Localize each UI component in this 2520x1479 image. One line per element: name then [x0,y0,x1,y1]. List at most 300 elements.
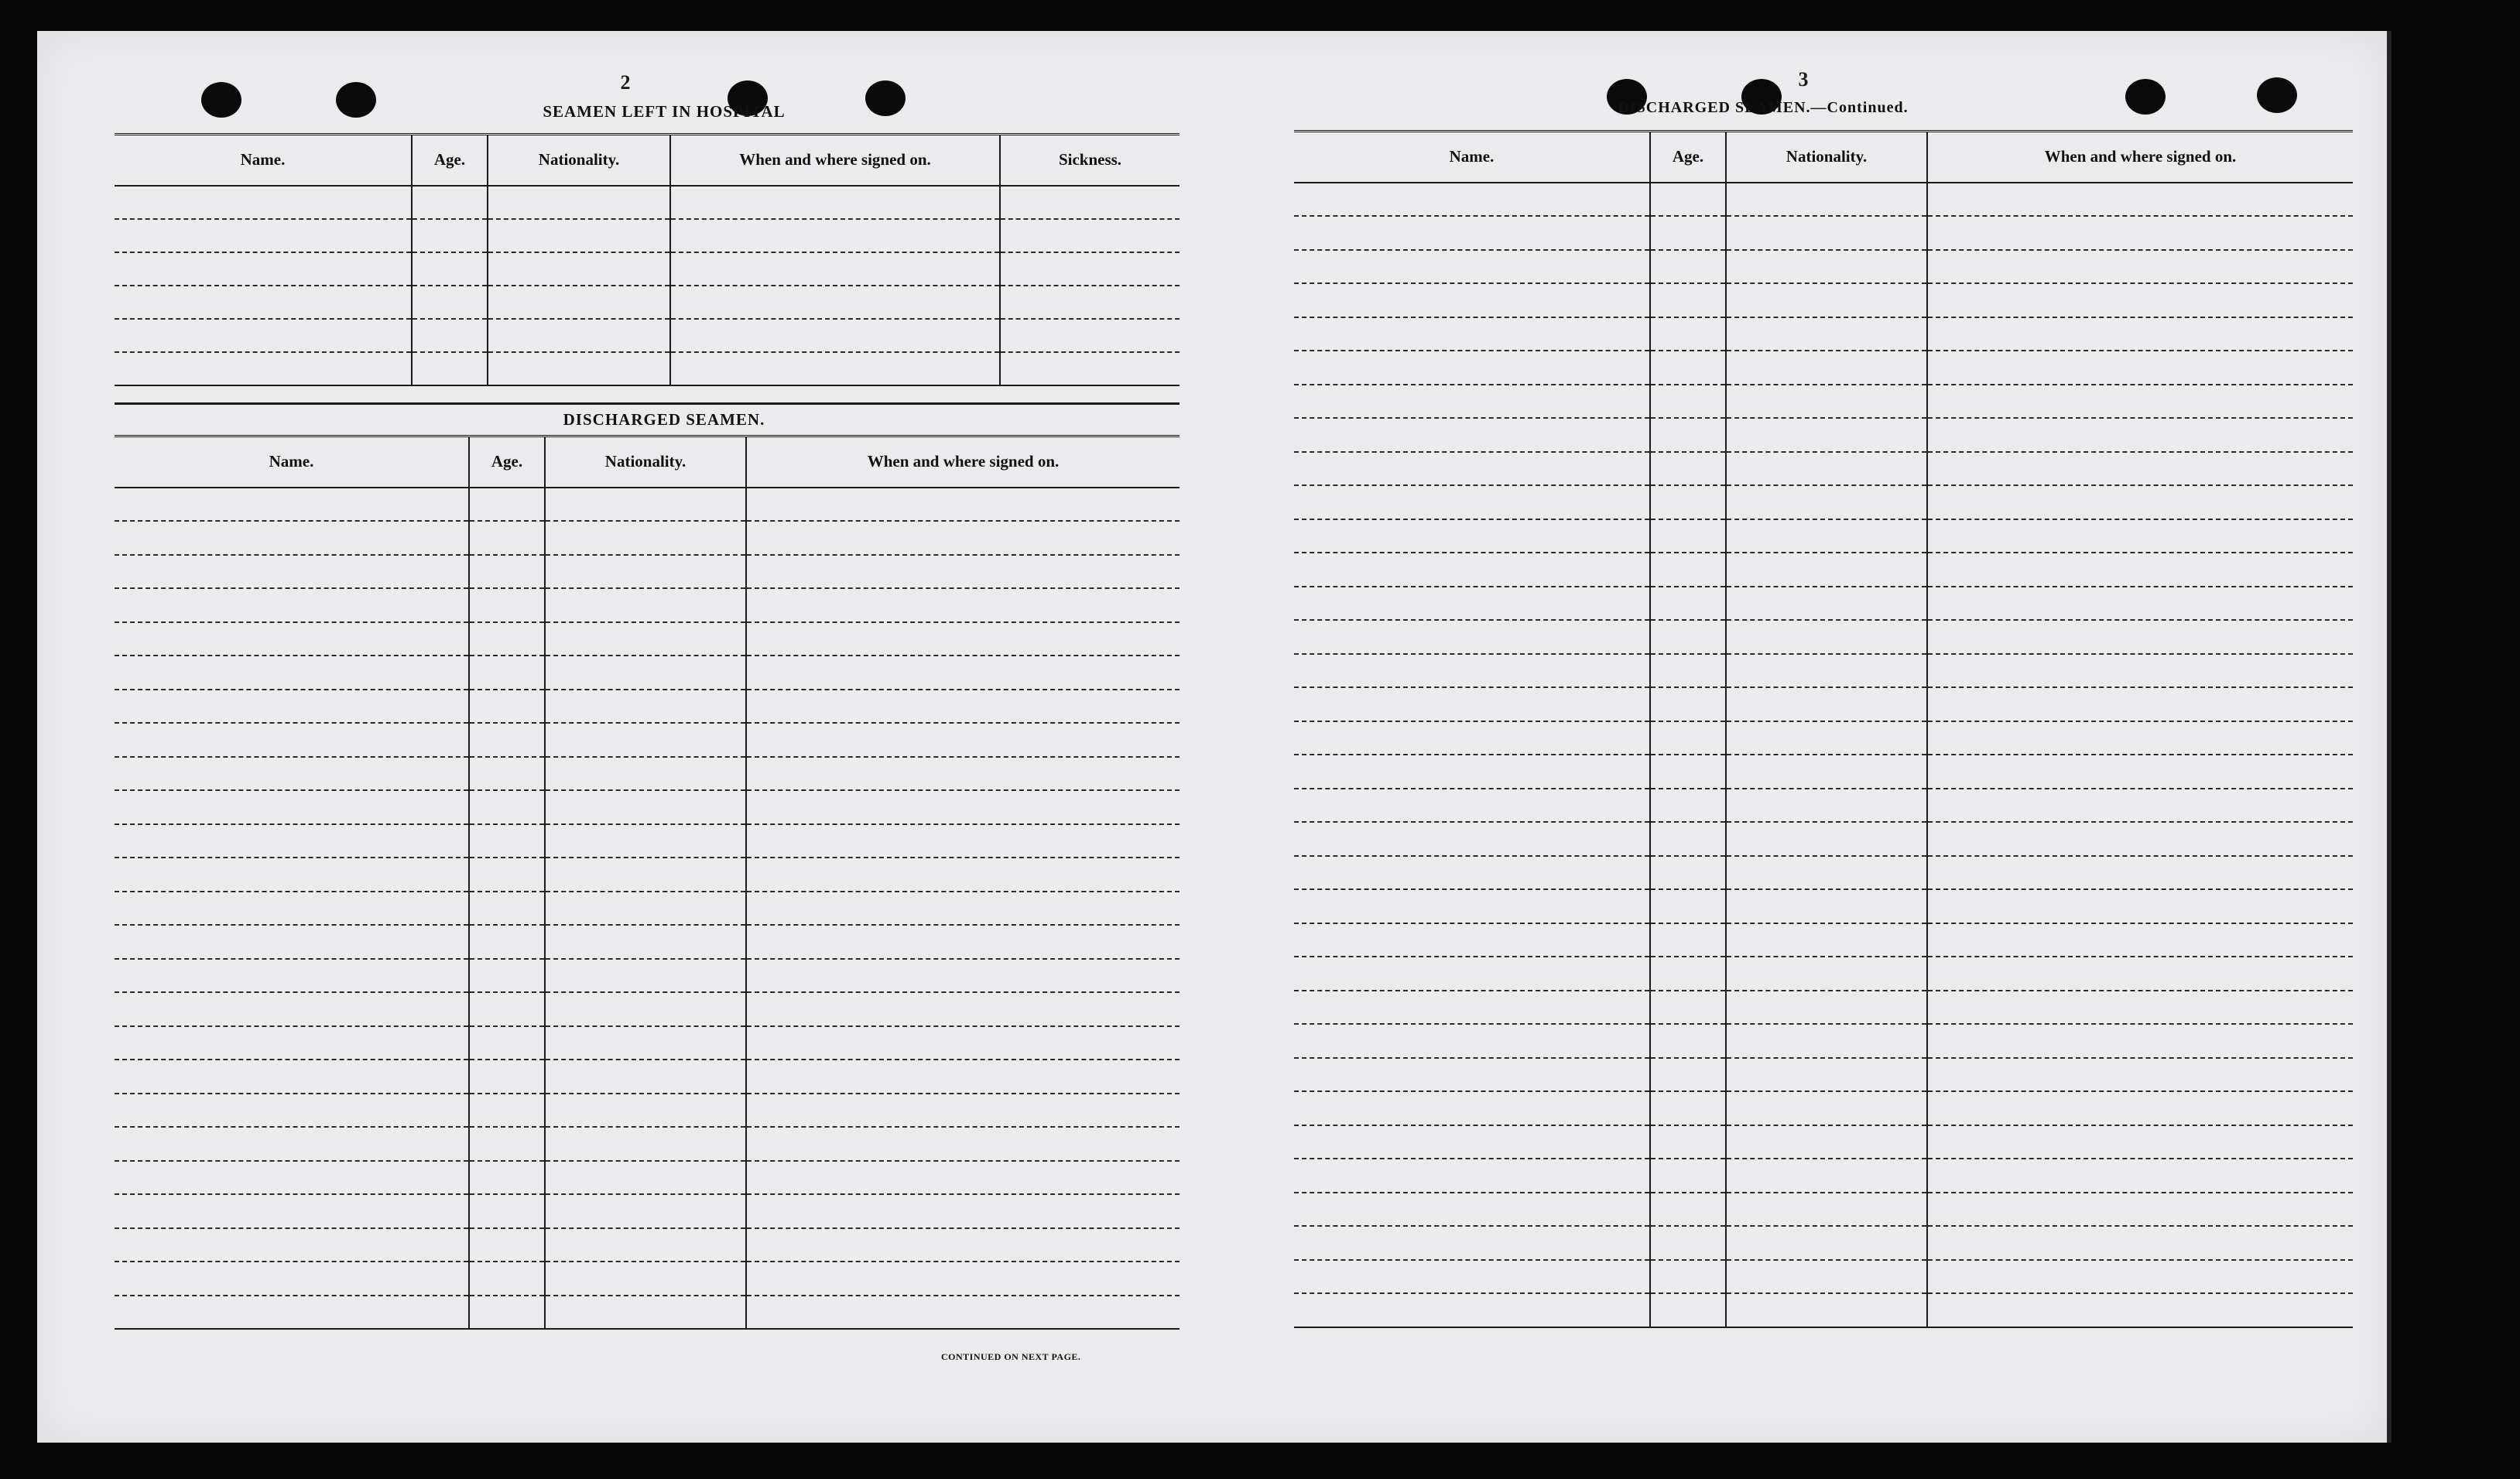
ledger-cell [1294,1226,1650,1260]
ledger-cell [1726,587,1927,621]
ledger-cell [469,622,545,656]
punch-hole [336,82,376,118]
ledger-cell [545,622,746,656]
ledger-row [115,588,1180,622]
ledger-cell [1650,553,1726,587]
ledger-cell [115,555,469,589]
ledger-cell [1726,351,1927,385]
ledger-cell [1294,721,1650,755]
ledger-cell [469,1161,545,1195]
ledger-cell [115,622,469,656]
continued-rows [1294,183,2353,1327]
ledger-cell [115,521,469,555]
ledger-row [115,1296,1180,1330]
hospital-header-row [115,135,1180,186]
discharged-table [115,435,1180,1330]
ledger-cell [1726,822,1927,856]
hospital-table [115,133,1180,386]
ledger-cell [469,656,545,690]
ledger-cell [115,723,469,757]
ledger-cell [1927,789,2353,823]
ledger-cell [469,925,545,959]
ledger-cell [1927,620,2353,654]
page-edge [2387,31,2392,1443]
ledger-cell [115,186,412,219]
ledger-cell [1650,317,1726,351]
ledger-cell [1726,789,1927,823]
discharged-rows [115,488,1180,1330]
ledger-cell [1294,452,1650,486]
ledger-row [1294,283,2353,317]
ledger-row [1294,351,2353,385]
ledger-cell [545,1060,746,1094]
ledger-cell [115,992,469,1026]
ledger-cell [1927,216,2353,250]
ledger-cell [1927,856,2353,890]
ledger-cell [545,824,746,858]
ledger-cell [1726,1260,1927,1294]
ledger-cell [1650,1091,1726,1125]
ledger-cell [1927,1159,2353,1193]
ledger-cell [1294,789,1650,823]
continued-note: CONTINUED ON NEXT PAGE. [941,1351,1081,1362]
ledger-cell [746,959,1180,993]
ledger-cell [1294,317,1650,351]
ledger-cell [469,1296,545,1330]
ledger-cell [115,1094,469,1128]
ledger-cell [1294,1260,1650,1294]
ledger-cell [115,790,469,824]
ledger-cell [1927,1226,2353,1260]
ledger-cell [746,1161,1180,1195]
continued-table [1294,130,2353,1328]
ledger-cell [488,352,670,385]
ledger-row [1294,620,2353,654]
ledger-cell [1650,822,1726,856]
ledger-cell [1927,519,2353,553]
ledger-row [115,319,1180,352]
ledger-cell [1726,687,1927,721]
ledger-cell [115,286,412,319]
ledger-cell [469,892,545,926]
ledger-cell [115,858,469,892]
ledger-cell [746,992,1180,1026]
ledger-row [1294,687,2353,721]
ledger-cell [1927,1193,2353,1227]
ledger-cell [746,1094,1180,1128]
ledger-cell [1294,587,1650,621]
ledger-cell [746,757,1180,791]
hospital-col-nationality: Nationality. [488,135,670,186]
ledger-row [115,925,1180,959]
ledger-cell [469,1228,545,1262]
ledger-row [115,1194,1180,1228]
ledger-row [1294,721,2353,755]
ledger-row [1294,1226,2353,1260]
ledger-cell [1726,553,1927,587]
ledger-cell [746,1262,1180,1296]
ledger-cell [1927,183,2353,217]
ledger-cell [1726,1091,1927,1125]
ledger-cell [1650,485,1726,519]
discharged-col-name: Name. [115,437,469,488]
ledger-cell [469,959,545,993]
ledger-cell [746,925,1180,959]
ledger-cell [1000,319,1180,352]
ledger-cell [1650,418,1726,452]
ledger-cell [115,1060,469,1094]
ledger-cell [469,1127,545,1161]
ledger-cell [1927,957,2353,991]
ledger-cell [488,186,670,219]
ledger-cell [1927,822,2353,856]
ledger-cell [1927,1024,2353,1058]
ledger-cell [1650,587,1726,621]
ledger-cell [545,1296,746,1330]
ledger-row [1294,991,2353,1025]
ledger-cell [1294,385,1650,419]
ledger-cell [412,319,488,352]
ledger-cell [115,1296,469,1330]
ledger-cell [1650,250,1726,284]
ledger-cell [545,1161,746,1195]
ledger-cell [1726,317,1927,351]
ledger-cell [1726,452,1927,486]
ledger-row [1294,755,2353,789]
ledger-cell [1650,856,1726,890]
ledger-cell [1726,1058,1927,1092]
ledger-cell [1294,654,1650,688]
ledger-row [1294,1125,2353,1159]
ledger-row [115,488,1180,522]
hospital-col-name: Name. [115,135,412,186]
ledger-cell [115,488,469,522]
ledger-row [115,959,1180,993]
ledger-cell [545,723,746,757]
continued-col-signed-on: When and where signed on. [1927,132,2353,183]
discharged-col-age: Age. [469,437,545,488]
ledger-row [115,521,1180,555]
ledger-cell [1294,216,1650,250]
ledger-cell [1650,183,1726,217]
ledger-cell [469,521,545,555]
ledger-cell [1927,923,2353,957]
ledger-cell [1650,654,1726,688]
ledger-cell [1650,283,1726,317]
ledger-cell [1927,587,2353,621]
ledger-cell [115,824,469,858]
ledger-cell [469,790,545,824]
ledger-cell [746,790,1180,824]
discharged-header-row [115,437,1180,488]
discharged-col-signed-on: When and where signed on. [746,437,1180,488]
ledger-cell [1726,216,1927,250]
ledger-cell [1294,687,1650,721]
ledger-cell [746,723,1180,757]
ledger-cell [545,1194,746,1228]
ledger-cell [469,690,545,724]
ledger-row [115,1127,1180,1161]
ledger-cell [545,1094,746,1128]
ledger-cell [545,1127,746,1161]
ledger-cell [746,555,1180,589]
ledger-row [115,186,1180,219]
ledger-cell [1726,889,1927,923]
ledger-cell [746,1026,1180,1060]
ledger-cell [746,1127,1180,1161]
ledger-row [1294,822,2353,856]
ledger-cell [545,555,746,589]
ledger-cell [1650,1125,1726,1159]
ledger-cell [1650,519,1726,553]
ledger-row [115,892,1180,926]
ledger-cell [412,219,488,252]
ledger-cell [1726,183,1927,217]
hospital-col-signed-on: When and where signed on. [670,135,1000,186]
ledger-cell [746,656,1180,690]
punch-hole [2125,79,2166,115]
ledger-cell [115,959,469,993]
ledger-cell [1650,216,1726,250]
continued-col-name: Name. [1294,132,1650,183]
punch-hole [2257,77,2297,113]
ledger-row [1294,519,2353,553]
ledger-cell [1294,856,1650,890]
ledger-cell [545,521,746,555]
ledger-cell [1927,1260,2353,1294]
ledger-cell [1000,352,1180,385]
ledger-cell [1294,351,1650,385]
ledger-cell [545,757,746,791]
ledger-row [115,352,1180,385]
ledger-row [1294,957,2353,991]
ledger-cell [545,925,746,959]
ledger-cell [545,1026,746,1060]
continued-col-nationality: Nationality. [1726,132,1927,183]
ledger-cell [1650,1024,1726,1058]
ledger-cell [1650,1293,1726,1327]
ledger-cell [412,186,488,219]
ledger-cell [1726,923,1927,957]
continued-col-age: Age. [1650,132,1726,183]
ledger-cell [488,286,670,319]
ledger-row [1294,1024,2353,1058]
ledger-row [1294,485,2353,519]
ledger-row [115,555,1180,589]
form-sheet [37,31,2387,1443]
ledger-row [115,1228,1180,1262]
section-divider [115,402,1180,405]
ledger-cell [1294,923,1650,957]
hospital-col-age: Age. [412,135,488,186]
ledger-cell [545,488,746,522]
ledger-cell [1726,1193,1927,1227]
ledger-cell [115,925,469,959]
ledger-cell [1650,721,1726,755]
ledger-row [1294,923,2353,957]
ledger-cell [1927,250,2353,284]
hospital-section-title: SEAMEN LEFT IN HOSPITAL [543,102,786,121]
ledger-cell [1294,620,1650,654]
ledger-cell [469,1194,545,1228]
ledger-cell [115,1262,469,1296]
ledger-row [115,1161,1180,1195]
ledger-row [115,757,1180,791]
ledger-cell [1650,789,1726,823]
ledger-row [115,1262,1180,1296]
ledger-row [1294,317,2353,351]
hospital-rows [115,186,1180,385]
ledger-cell [1927,687,2353,721]
ledger-cell [1294,183,1650,217]
ledger-row [1294,250,2353,284]
ledger-cell [746,1228,1180,1262]
ledger-cell [1927,317,2353,351]
ledger-cell [1650,1159,1726,1193]
ledger-row [115,858,1180,892]
punch-hole [201,82,241,118]
ledger-cell [469,1026,545,1060]
ledger-row [115,656,1180,690]
ledger-cell [1294,1058,1650,1092]
ledger-row [115,1026,1180,1060]
ledger-cell [1726,1125,1927,1159]
ledger-cell [1726,485,1927,519]
ledger-cell [1927,283,2353,317]
ledger-cell [412,252,488,286]
ledger-row [1294,856,2353,890]
ledger-cell [670,219,1000,252]
ledger-cell [1726,957,1927,991]
ledger-row [1294,452,2353,486]
ledger-cell [1650,991,1726,1025]
ledger-cell [746,1194,1180,1228]
ledger-cell [1650,957,1726,991]
ledger-cell [746,690,1180,724]
ledger-cell [545,690,746,724]
ledger-row [1294,216,2353,250]
ledger-cell [1294,889,1650,923]
ledger-cell [1294,1159,1650,1193]
ledger-cell [1650,889,1726,923]
ledger-cell [115,319,412,352]
ledger-cell [115,892,469,926]
ledger-cell [1294,1193,1650,1227]
ledger-cell [1726,1226,1927,1260]
ledger-row [1294,1193,2353,1227]
ledger-cell [1927,889,2353,923]
ledger-row [1294,889,2353,923]
ledger-cell [746,488,1180,522]
punch-hole [865,80,906,116]
ledger-cell [469,1060,545,1094]
ledger-row [1294,789,2353,823]
ledger-cell [545,588,746,622]
ledger-cell [1294,957,1650,991]
ledger-cell [469,1094,545,1128]
ledger-cell [670,286,1000,319]
ledger-cell [746,622,1180,656]
ledger-cell [488,252,670,286]
ledger-row [1294,385,2353,419]
ledger-row [1294,1293,2353,1327]
ledger-cell [746,588,1180,622]
ledger-cell [1294,991,1650,1025]
ledger-cell [1927,418,2353,452]
ledger-cell [1726,418,1927,452]
ledger-row [1294,654,2353,688]
ledger-cell [1294,1091,1650,1125]
ledger-row [1294,587,2353,621]
ledger-cell [1650,687,1726,721]
ledger-cell [1650,620,1726,654]
ledger-row [1294,183,2353,217]
right-page-number: 3 [1798,68,1809,91]
ledger-cell [545,1262,746,1296]
ledger-cell [545,1228,746,1262]
ledger-cell [1650,385,1726,419]
ledger-cell [1927,385,2353,419]
ledger-cell [488,219,670,252]
ledger-cell [1927,1293,2353,1327]
ledger-row [1294,1058,2353,1092]
ledger-row [115,622,1180,656]
ledger-cell [1294,822,1650,856]
ledger-cell [545,959,746,993]
ledger-cell [469,555,545,589]
ledger-cell [1726,991,1927,1025]
ledger-cell [115,690,469,724]
ledger-row [115,1060,1180,1094]
ledger-cell [1927,991,2353,1025]
ledger-row [115,690,1180,724]
ledger-row [1294,418,2353,452]
ledger-cell [1927,654,2353,688]
ledger-cell [1726,654,1927,688]
ledger-cell [469,858,545,892]
ledger-row [115,252,1180,286]
ledger-cell [1294,485,1650,519]
ledger-cell [1726,250,1927,284]
ledger-cell [469,824,545,858]
ledger-cell [545,790,746,824]
ledger-cell [746,521,1180,555]
ledger-cell [746,1060,1180,1094]
ledger-cell [1726,385,1927,419]
continued-header-row [1294,132,2353,183]
ledger-row [115,723,1180,757]
ledger-cell [1650,923,1726,957]
ledger-cell [1294,755,1650,789]
ledger-cell [115,1026,469,1060]
ledger-cell [1650,1260,1726,1294]
ledger-cell [469,588,545,622]
ledger-row [115,790,1180,824]
ledger-cell [1294,1024,1650,1058]
ledger-row [115,286,1180,319]
ledger-cell [115,252,412,286]
ledger-cell [1927,1091,2353,1125]
ledger-cell [1294,553,1650,587]
ledger-cell [469,488,545,522]
ledger-cell [670,186,1000,219]
ledger-cell [1726,519,1927,553]
ledger-cell [1294,1125,1650,1159]
ledger-cell [746,824,1180,858]
ledger-cell [1000,186,1180,219]
ledger-cell [1927,1125,2353,1159]
discharged-section-title: DISCHARGED SEAMEN. [563,410,765,429]
